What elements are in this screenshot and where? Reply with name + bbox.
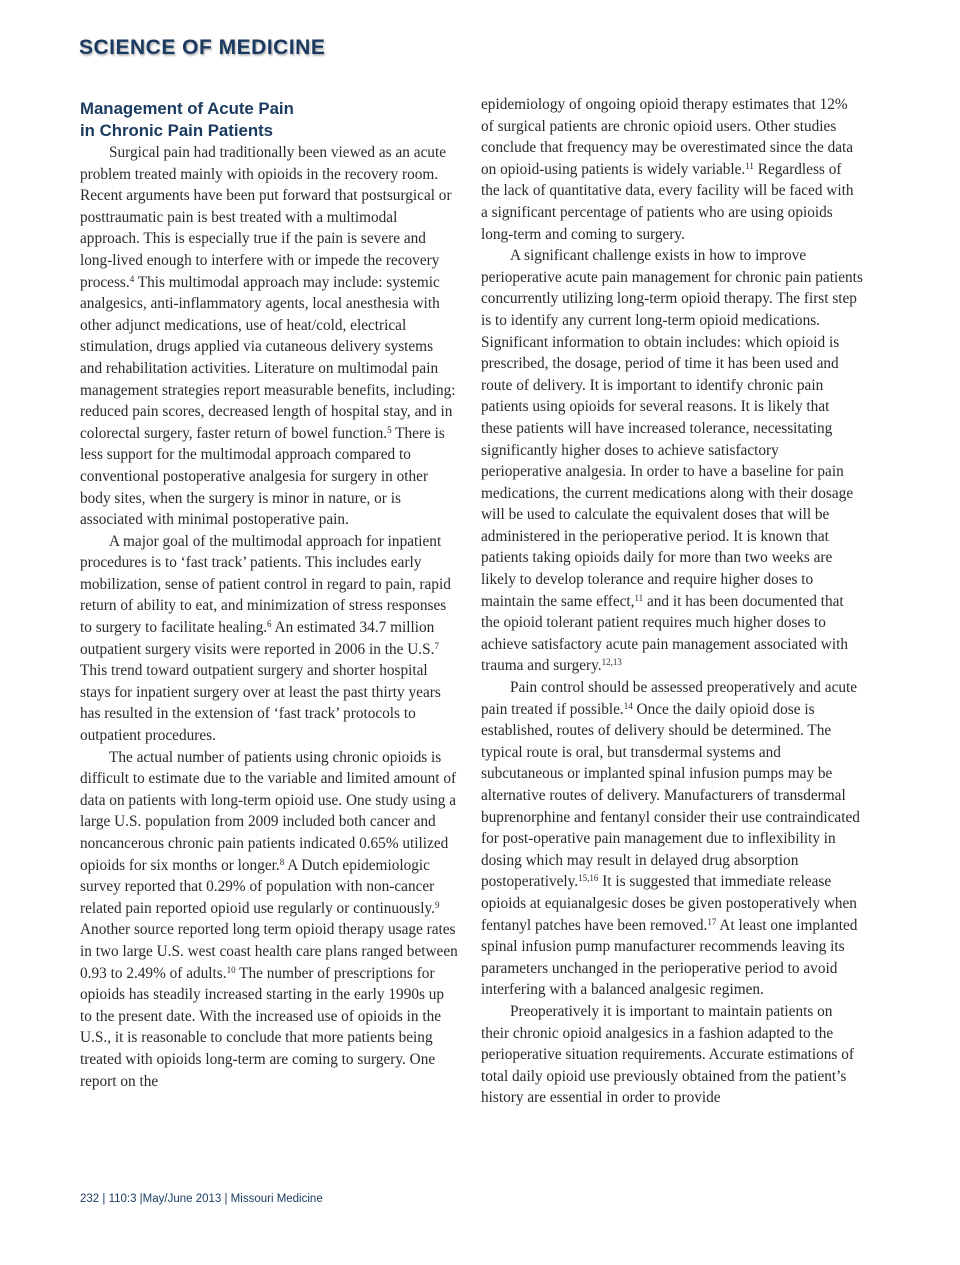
text-run: The actual number of patients using chronic opioids is difficult to estimate due to the variable and limited amount of data on patients with long-term opioid use. One study using a large U.S. population from 2009 included both cancer and noncancerous chronic pain patients indicated 0.65% utilized opioids for six months or longer. (80, 748, 457, 874)
citation-superscript: 8 (279, 856, 285, 867)
body-paragraph (80, 142, 458, 531)
citation-superscript: 6 (267, 619, 272, 630)
citation-superscript: 7 (434, 640, 439, 651)
citation-superscript: 10 (226, 964, 236, 975)
body-paragraph (481, 245, 863, 677)
citation-superscript: 14 (623, 700, 633, 711)
text-run: This trend toward outpatient surgery and shorter hospital stays for inpatient surgery over at least the past thirty years has resulted in the extension of ‘fast track’ protocols to outpatient procedures. (80, 662, 441, 745)
article-title (80, 98, 458, 142)
body-paragraph (80, 531, 458, 747)
text-run: The number of prescriptions for opioids has steadily increased starting in the early 1990s up to the present date. With the increased use of opioids in the U.S., it is reasonable to conclude that more patients being treated with opioids long-term are coming to surgery. One report on the (80, 964, 445, 1090)
text-run: There is less support for the multimodal approach compared to conventional postoperative analgesia for surgery in other body sites, when the surgery is minor in nature, or is associated with minimal postoperative pain. (80, 424, 445, 529)
citation-superscript: 9 (434, 899, 440, 910)
citation-superscript: 17 (707, 916, 717, 927)
body-paragraph (481, 94, 863, 245)
article-title-line-1: Management of Acute Pain (80, 99, 294, 118)
citation-superscript: 11 (745, 160, 754, 171)
article-title-line-2: in Chronic Pain Patients (80, 121, 274, 140)
right-column (481, 94, 863, 1109)
citation-superscript: 5 (387, 424, 392, 435)
text-run: Pain control should be assessed preoperatively and acute pain treated if possible. (481, 679, 858, 718)
body-paragraph (481, 1001, 863, 1109)
citation-superscript: 15,16 (578, 873, 599, 884)
text-run: An estimated 34.7 million outpatient surgery visits were reported in 2006 in the U.S. (80, 619, 435, 658)
body-paragraph (80, 747, 458, 1093)
right-column-body (481, 94, 863, 1109)
body-paragraph (481, 677, 863, 1001)
text-run: This multimodal approach may include: systemic analgesics, anti-inflammatory agents, local anesthesia with other adjunct medications, use of heat/cold, electrical stimulation, drugs applied via cutaneous delivery systems and rehabilitation activities. Literature on multimodal pain management strategies report measurable benefits, including: reduced pain scores, decreased length of hospital stay, and in colorectal surgery, faster return of bowel function. (80, 273, 456, 442)
text-run: Preoperatively it is important to maintain patients on their chronic opioid analgesics in a fashion adapted to the perioperative situation requirements. Accurate estimations of total daily opioid use previously obtained from the patient’s history are essential in order to provide (481, 1002, 854, 1107)
text-run: It is suggested that immediate release opioids at equianalgesic doses be given postoperatively when fentanyl patches have been removed. (481, 873, 857, 934)
left-column-body (80, 142, 458, 1092)
citation-superscript: 11 (634, 592, 644, 603)
page-footer: 232 | 110:3 |May/June 2013 | Missouri Medicine (80, 1193, 323, 1205)
text-run: Once the daily opioid dose is established, routes of delivery should be determined. The typical route is oral, but transdermal systems and subcutaneous or implanted spinal infusion pumps may be alternative routes of delivery. Manufacturers of transdermal buprenorphine and fentanyl consider their use contraindicated for post-operative pain management due to inflexibility in dosing which may result in delayed drug absorption postoperatively. (481, 700, 860, 891)
left-column (80, 94, 458, 1092)
text-run: Regardless of the lack of quantitative data, every facility will be faced with a significant percentage of patients who are using opioids long-term and coming to surgery. (481, 160, 854, 243)
text-run: Surgical pain had traditionally been viewed as an acute problem treated mainly with opioids in the recovery room. Recent arguments have been put forward that postsurgical or posttraumatic pain is best treated with a multimodal approach. This is especially true if the pain is severe and long-lived enough to interfere with or impede the recovery process. (80, 144, 452, 291)
text-run: A major goal of the multimodal approach for inpatient procedures is to ‘fast track’ patients. This includes early mobilization, sense of patient control in regard to pain, rapid return of ability to eat, and minimization of stress responses to surgery to facilitate healing. (80, 532, 451, 637)
text-run: and it has been documented that the opioid tolerant patient requires much higher doses to achieve satisfactory acute pain management associated with trauma and surgery. (481, 592, 848, 675)
citation-superscript: 4 (129, 273, 135, 284)
text-run: A Dutch epidemiologic survey reported that 0.29% of population with non-cancer related pain reported opioid use regularly or continuously. (80, 856, 435, 917)
section-header: SCIENCE OF MEDICINE (79, 36, 326, 59)
text-run: Another source reported long term opioid therapy usage rates in two large U.S. west coast health care plans ranged between 0.93 to 2.49% of adults. (80, 921, 458, 982)
text-run: A significant challenge exists in how to improve perioperative acute pain management for chronic pain patients concurrently utilizing long-term opioid therapy. The first step is to identify any current long-term opioid medications. Significant information to obtain includes: which opioid is prescribed, the dosage, period of time it has been used and route of delivery. It is important to identify chronic pain patients using opioids for several reasons. It is likely that these patients will have increased tolerance, necessitating significantly higher doses to achieve satisfactory perioperative analgesia. In order to have a baseline for pain medications, the current medications along with their dosage will be used to calculate the equivalent doses that will be administered in the perioperative period. It is known that patients taking opioids daily for more than two weeks are likely to develop tolerance and require higher doses to maintain the same effect, (481, 247, 863, 610)
text-run: At least one implanted spinal infusion pump manufacturer recommends leaving its parameters unchanged in the perioperative period to avoid interfering with a balanced analgesic regimen. (481, 916, 858, 999)
citation-superscript: 12,13 (601, 657, 622, 668)
text-run: epidemiology of ongoing opioid therapy estimates that 12% of surgical patients are chronic opioid users. Other studies conclude that frequency may be overestimated since the data on opioid-using patients is widely variable. (481, 96, 854, 178)
